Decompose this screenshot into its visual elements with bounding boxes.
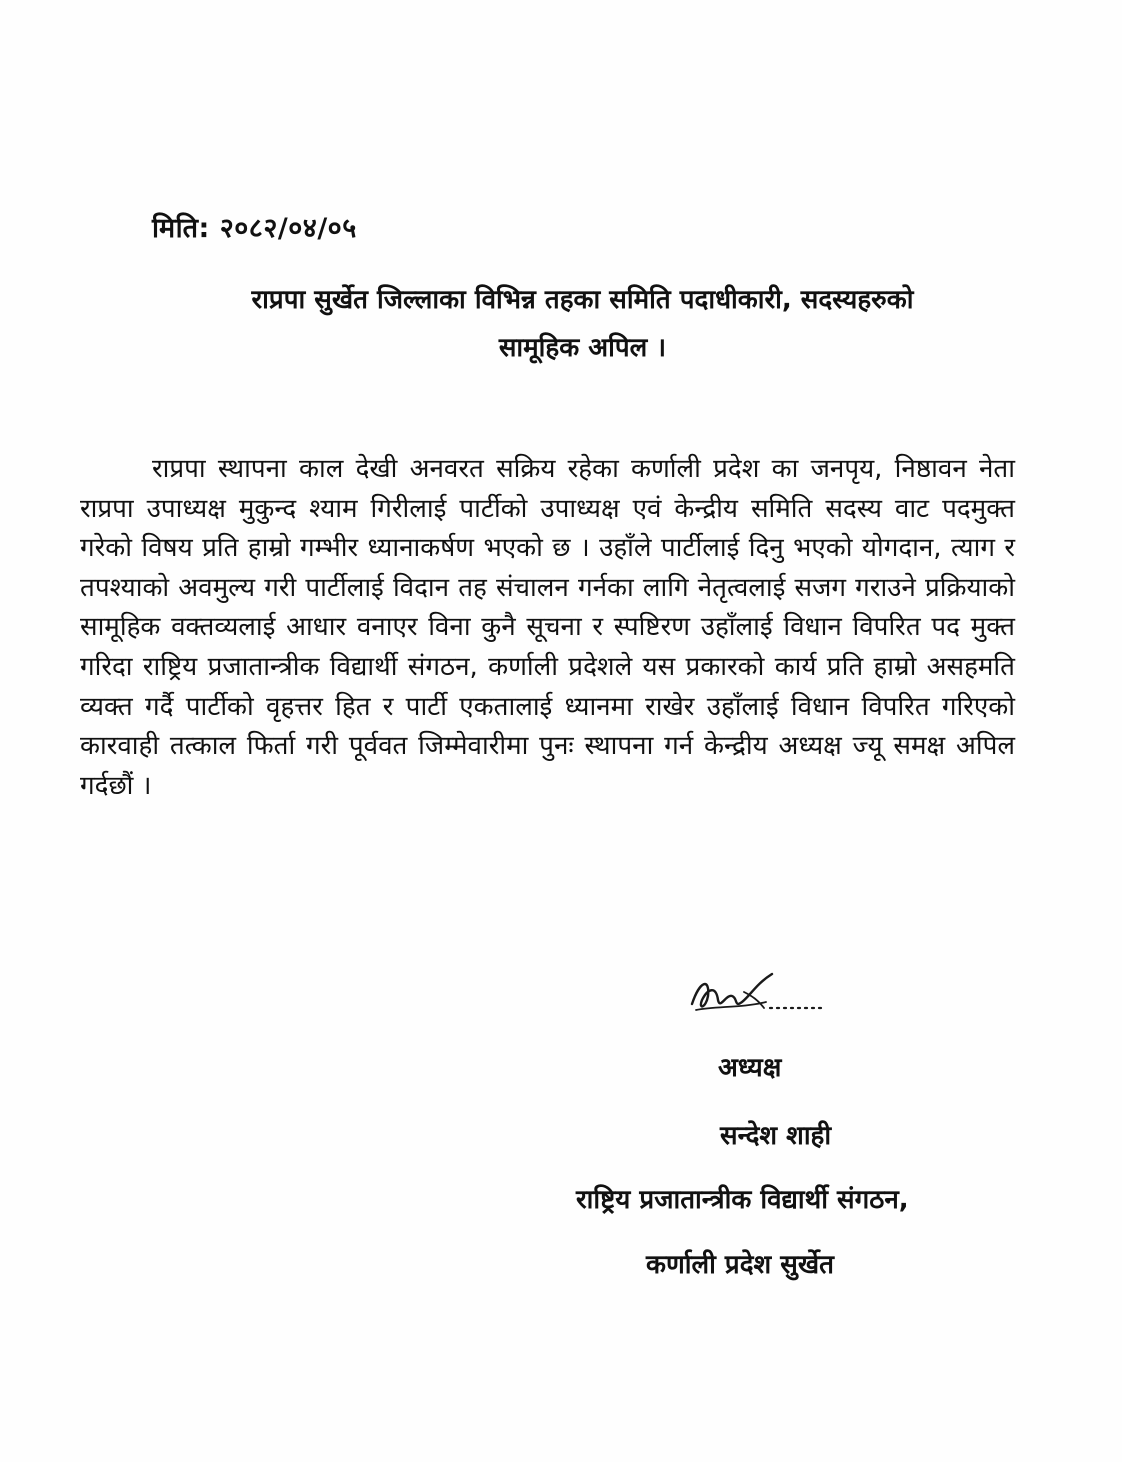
signer-location: कर्णाली प्रदेश सुर्खेत (646, 1250, 834, 1280)
letter-body: राप्रपा स्थापना काल देखी अनवरत सक्रिय रहेका कर्णाली प्रदेश का जनपृय, निष्ठावन नेता राप्रपा उपाध्यक्ष मुकुन्द श्याम गिरीलाई पार्टीको उपाध्यक्ष एवं केन्द्रीय समिति सदस्य वाट पदमुक्त गरेको विषय प्रति हाम्रो गम्भीर ध्यानाकर्षण भएको छ । उहाँले पार्टीलाई दिनु भएको योगदान, त्याग र तपश्याको अवमुल्य गरी पार्टीलाई विदान तह संचालन गर्नका लागि नेतृत्वलाई सजग गराउने प्रक्रियाको सामूहिक वक्तव्यलाई आधार वनाएर विना कुनै सूचना र स्पष्टिरण उहाँलाई विधान विपरित पद मुक्त गरिदा राष्ट्रिय प्रजातान्त्रीक विद्यार्थी संगठन, कर्णाली प्रदेशले यस प्रकारको कार्य प्रति हाम्रो असहमति व्यक्त गर्दै पार्टीको वृहत्तर हित र पार्टी एकतालाई ध्यानमा राखेर उहाँलाई विधान विपरित गरिएको कारवाही तत्काल फिर्ता गरी पूर्ववत जिम्मेवारीमा पुनः स्थापना गर्न केन्द्रीय अध्यक्ष ज्यू समक्ष अपिल गर्दछौं । (80, 454, 1015, 801)
subject-line-2: सामूहिक अपिल । (498, 333, 667, 363)
signer-role: अध्यक्ष (718, 1053, 782, 1083)
letter-date: मिति: २०८२/०४/०५ (152, 213, 357, 244)
handwritten-signature (686, 966, 826, 1026)
letter-subject (150, 276, 1015, 372)
signer-organization: राष्ट्रिय प्रजातान्त्रीक विद्यार्थी संगठन, (576, 1185, 909, 1215)
signer-name: सन्देश शाही (720, 1121, 832, 1151)
subject-line-1: राप्रपा सुर्खेत जिल्लाका विभिन्न तहका समिति पदाधीकारी, सदस्यहरुको (251, 285, 914, 315)
